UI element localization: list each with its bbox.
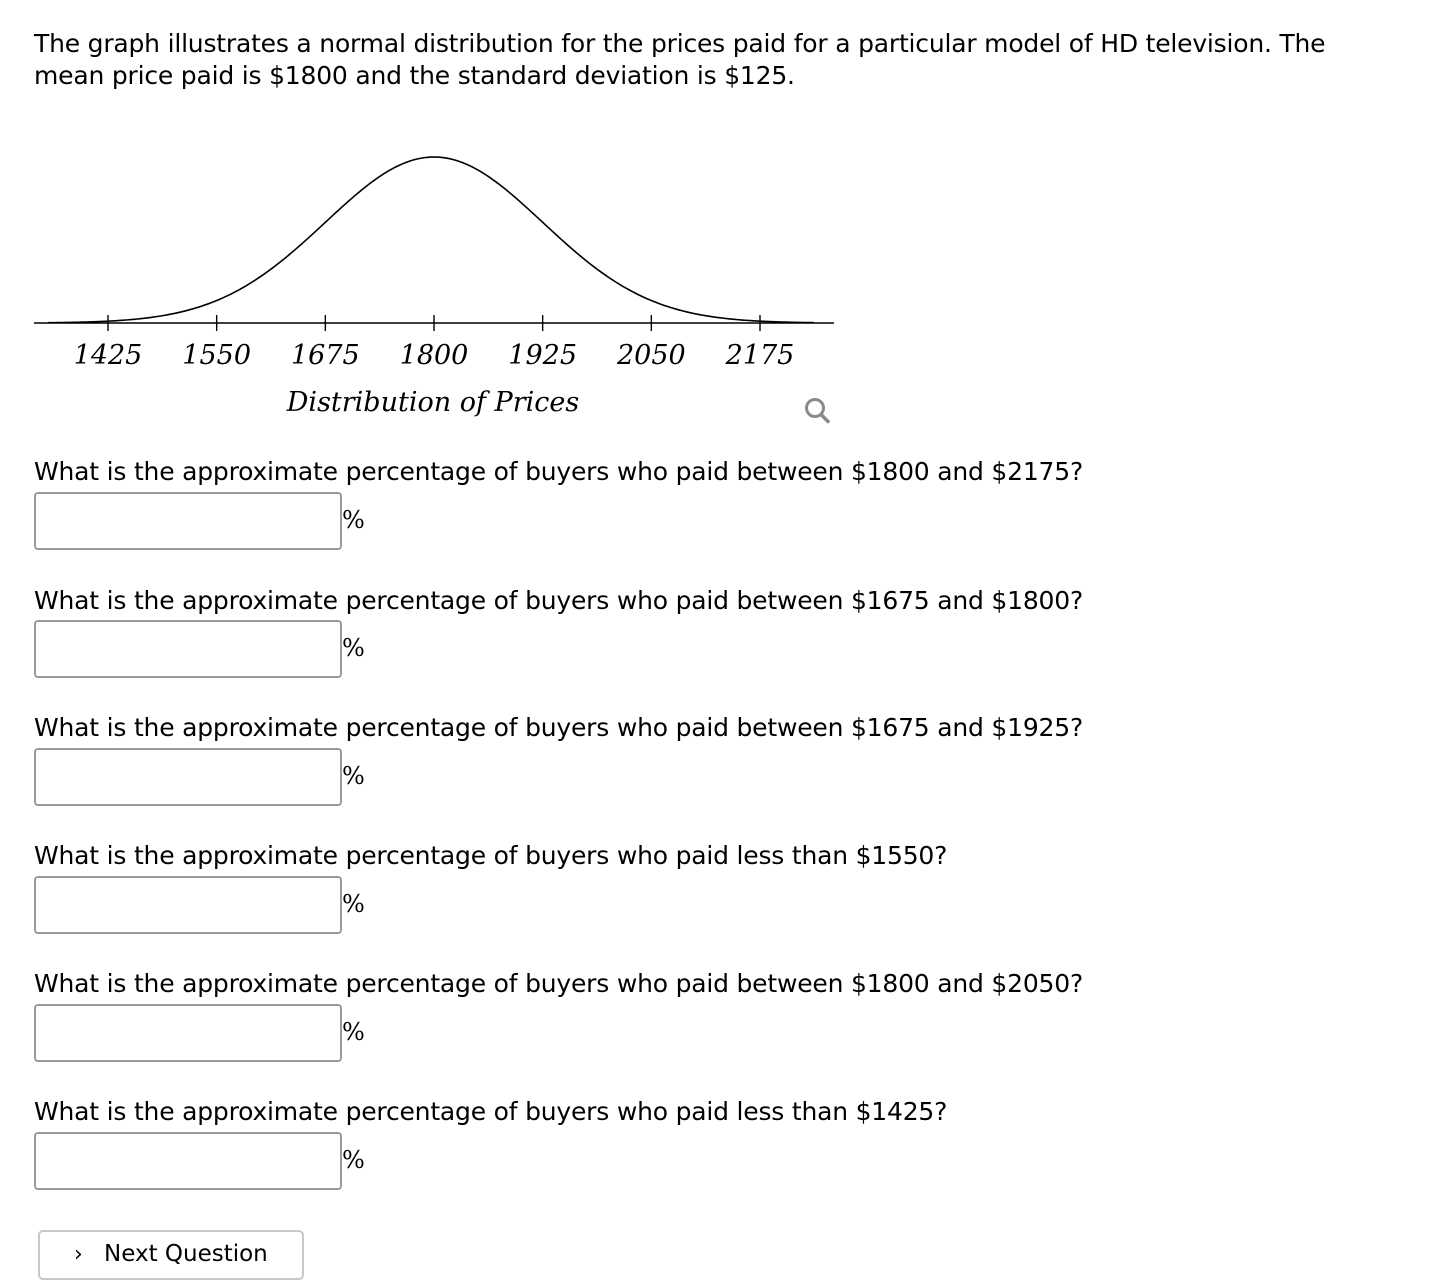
x-tick-label-1800: 1800 — [399, 340, 469, 371]
percent-unit-6: % — [342, 1146, 365, 1174]
percent-unit-2: % — [342, 634, 365, 662]
normal-distribution-chart — [0, 0, 900, 440]
percent-unit-4: % — [342, 890, 365, 918]
normal-curve — [48, 157, 814, 323]
question-5-text: What is the approximate percentage of buyers who paid between $1800 and $2050? — [34, 969, 1084, 998]
x-axis-title: Distribution of Prices — [286, 387, 580, 418]
answer-input-3[interactable] — [34, 748, 342, 806]
magnifier-icon — [798, 392, 838, 432]
question-1-text: What is the approximate percentage of buyers who paid between $1800 and $2175? — [34, 457, 1084, 486]
percent-unit-5: % — [342, 1018, 365, 1046]
problem-statement: The graph illustrates a normal distribution for the prices paid for a particular model of HD television. The mean price paid is $1800 and the standard deviation is $125. — [34, 29, 1326, 90]
question-6-text: What is the approximate percentage of buyers who paid less than $1425? — [34, 1097, 948, 1126]
x-tick-label-1675: 1675 — [290, 340, 360, 371]
next-question-label: Next Question — [104, 1241, 268, 1267]
x-tick-label-1425: 1425 — [73, 340, 143, 371]
x-tick-label-1550: 1550 — [182, 340, 252, 371]
question-4-text: What is the approximate percentage of buyers who paid less than $1550? — [34, 841, 948, 870]
answer-input-6[interactable] — [34, 1132, 342, 1190]
x-tick-label-1925: 1925 — [508, 340, 578, 371]
answer-input-5[interactable] — [34, 1004, 342, 1062]
answer-input-1[interactable] — [34, 492, 342, 550]
x-tick-label-2175: 2175 — [725, 340, 795, 371]
x-tick-label-2050: 2050 — [616, 340, 686, 371]
next-question-button[interactable] — [38, 1230, 304, 1280]
question-3-text: What is the approximate percentage of buyers who paid between $1675 and $1925? — [34, 713, 1084, 742]
chevron-right-icon: › — [74, 1242, 83, 1267]
zoom-graph-button[interactable] — [798, 392, 838, 432]
answer-input-2[interactable] — [34, 620, 342, 678]
answer-input-4[interactable] — [34, 876, 342, 934]
percent-unit-1: % — [342, 506, 365, 534]
percent-unit-3: % — [342, 762, 365, 790]
question-2-text: What is the approximate percentage of buyers who paid between $1675 and $1800? — [34, 586, 1084, 615]
